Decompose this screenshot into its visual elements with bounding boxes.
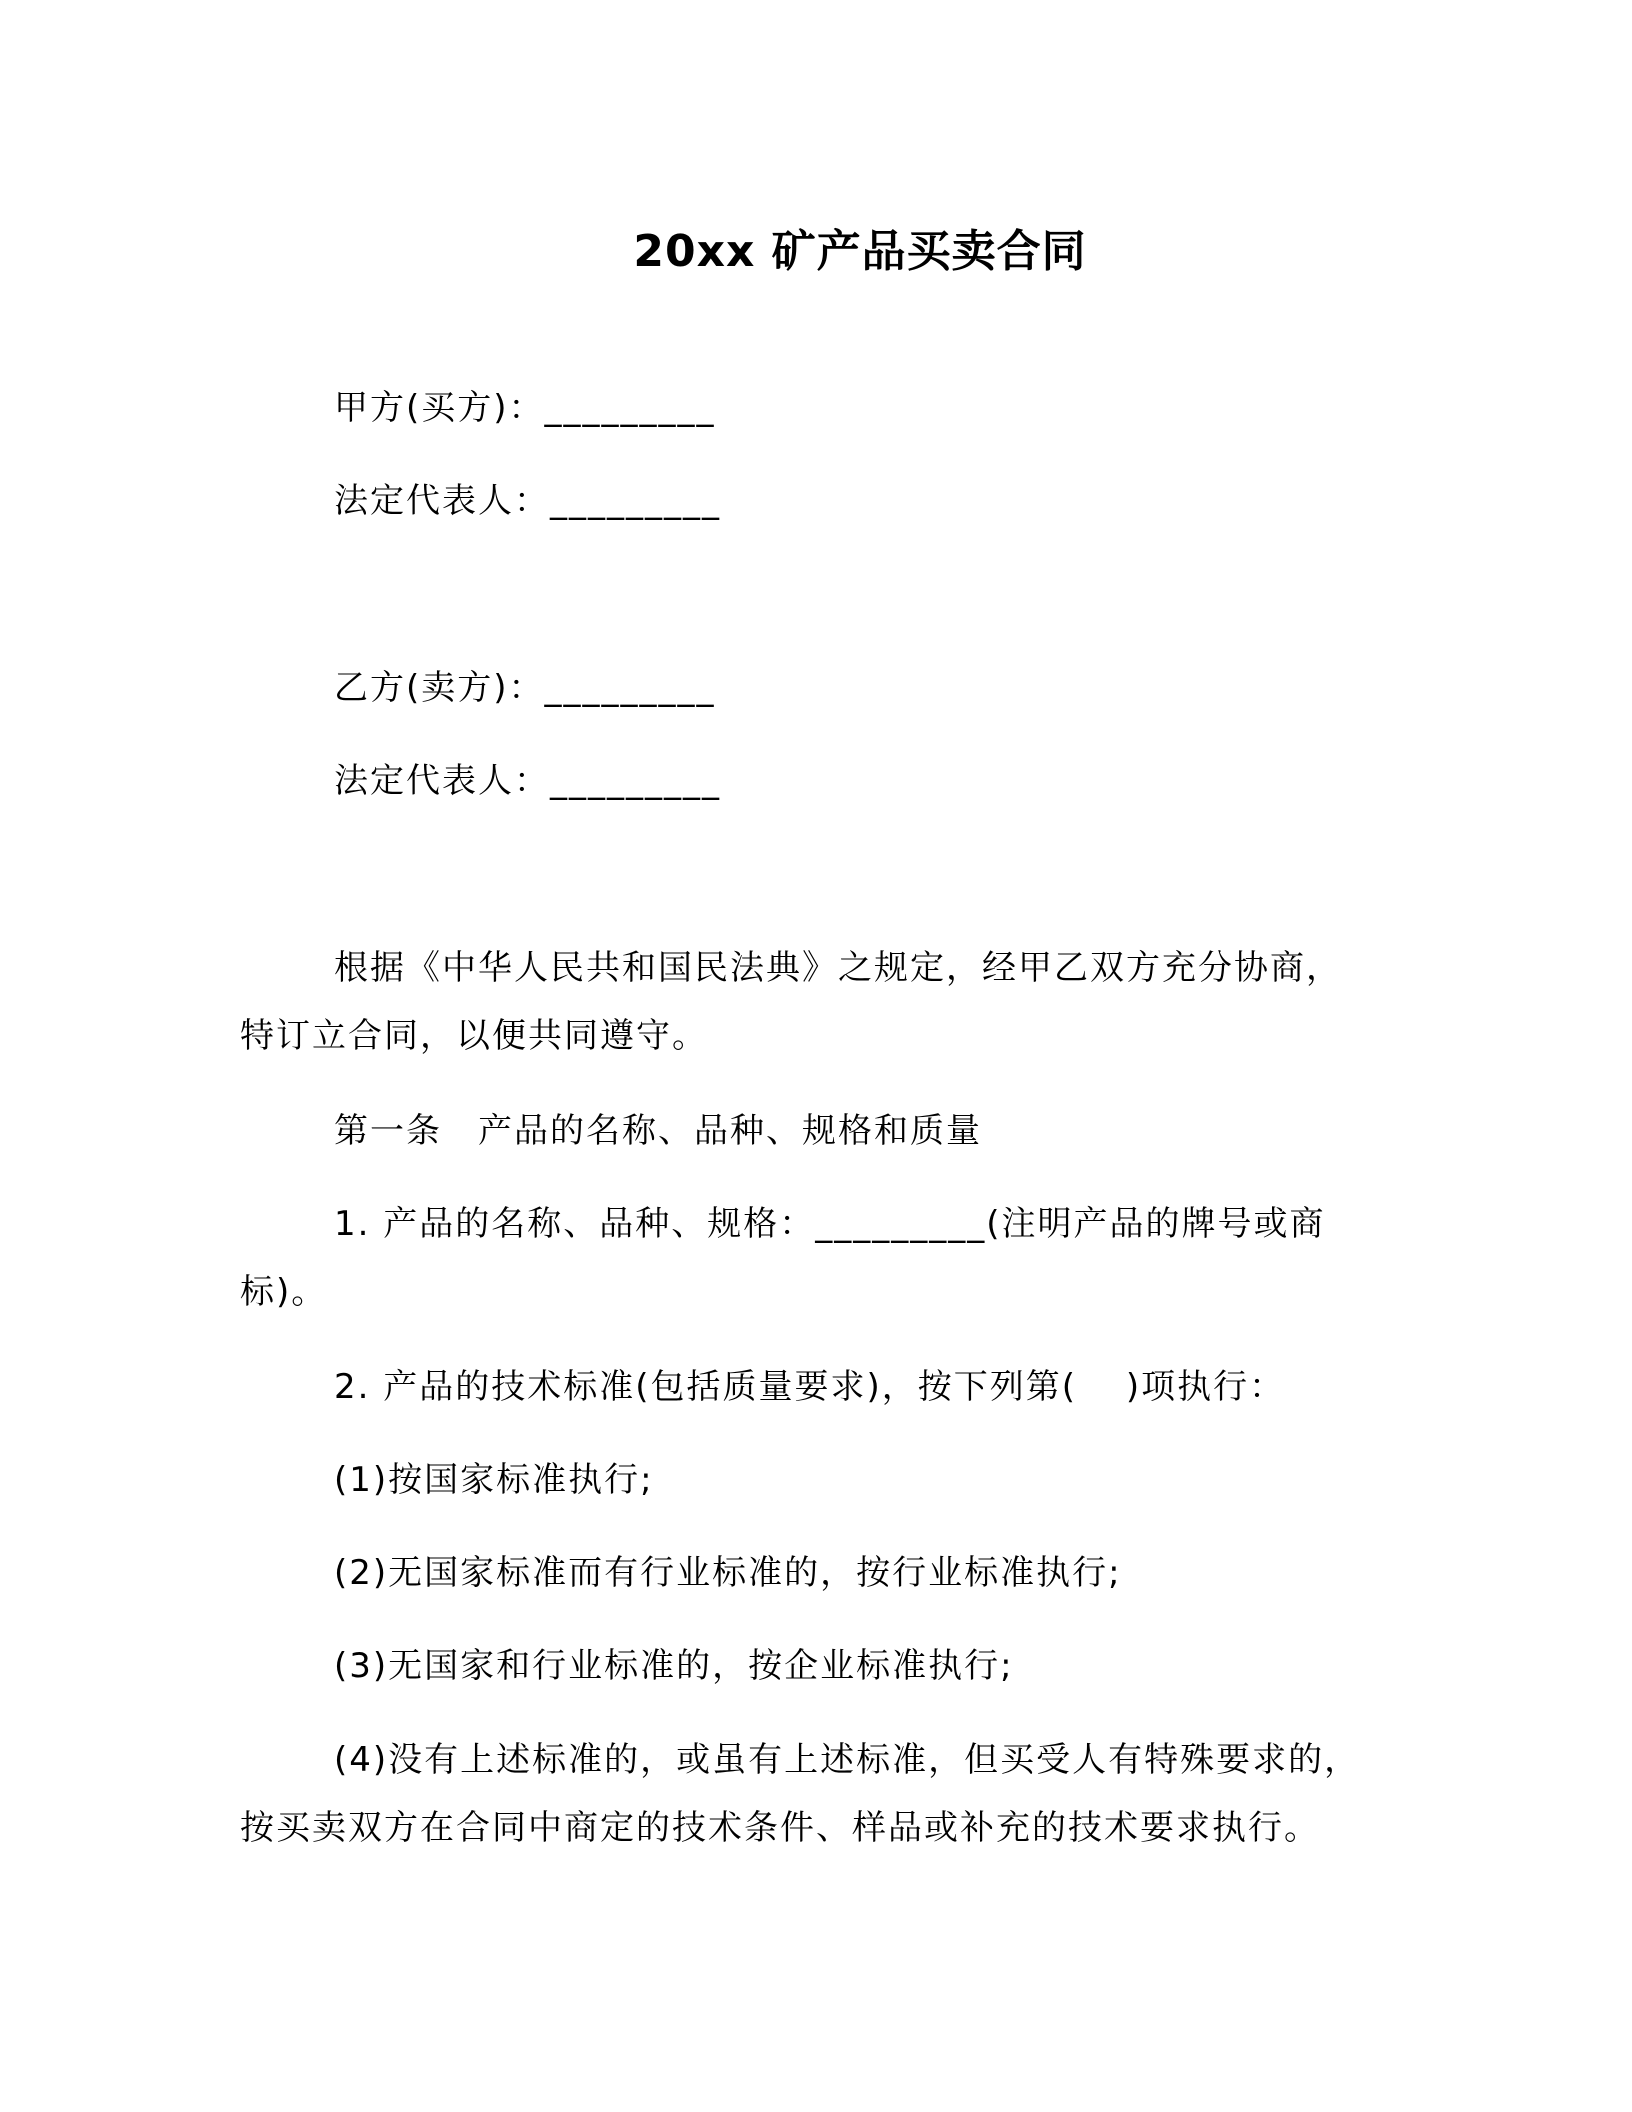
party-a-rep-line xyxy=(334,479,721,523)
preamble-line-2: 特订立合同，以便共同遵守。 xyxy=(240,1016,708,1056)
option-4-line-1: (4)没有上述标准的，或虽有上述标准，但买受人有特殊要求的， xyxy=(334,1740,1361,1780)
party-b-rep-blank: _________ xyxy=(550,761,721,801)
item-2-line: 2. 产品的技术标准(包括质量要求)，按下列第( )项执行： xyxy=(334,1367,1286,1407)
party-b-rep-line xyxy=(334,759,721,803)
party-b-line xyxy=(334,666,716,710)
party-a-line xyxy=(334,386,716,430)
option-2-line: (2)无国家标准而有行业标准的，按行业标准执行; xyxy=(334,1553,1122,1593)
party-a-rep-blank: _________ xyxy=(550,481,721,521)
party-b-rep-label: 法定代表人： xyxy=(334,761,550,801)
preamble-line-1: 根据《中华人民共和国民法典》之规定，经甲乙双方充分协商， xyxy=(334,948,1342,988)
party-a-label: 甲方(买方)： xyxy=(334,388,545,428)
party-b-label: 乙方(卖方)： xyxy=(334,668,545,708)
option-1-line: (1)按国家标准执行; xyxy=(334,1460,654,1500)
item-1-line-1: 1. 产品的名称、品种、规格：_________(注明产品的牌号或商 xyxy=(334,1204,1326,1244)
item-1-line-2: 标)。 xyxy=(240,1272,328,1312)
option-3-line: (3)无国家和行业标准的，按企业标准执行; xyxy=(334,1646,1014,1686)
party-a-blank: _________ xyxy=(544,388,716,428)
party-b-blank: _________ xyxy=(544,668,716,708)
article-1-heading: 第一条 产品的名称、品种、规格和质量 xyxy=(334,1111,982,1151)
party-a-rep-label: 法定代表人： xyxy=(334,481,550,521)
option-4-line-2: 按买卖双方在合同中商定的技术条件、样品或补充的技术要求执行。 xyxy=(240,1808,1320,1848)
document-title: 20xx 矿产品买卖合同 xyxy=(633,226,1087,277)
